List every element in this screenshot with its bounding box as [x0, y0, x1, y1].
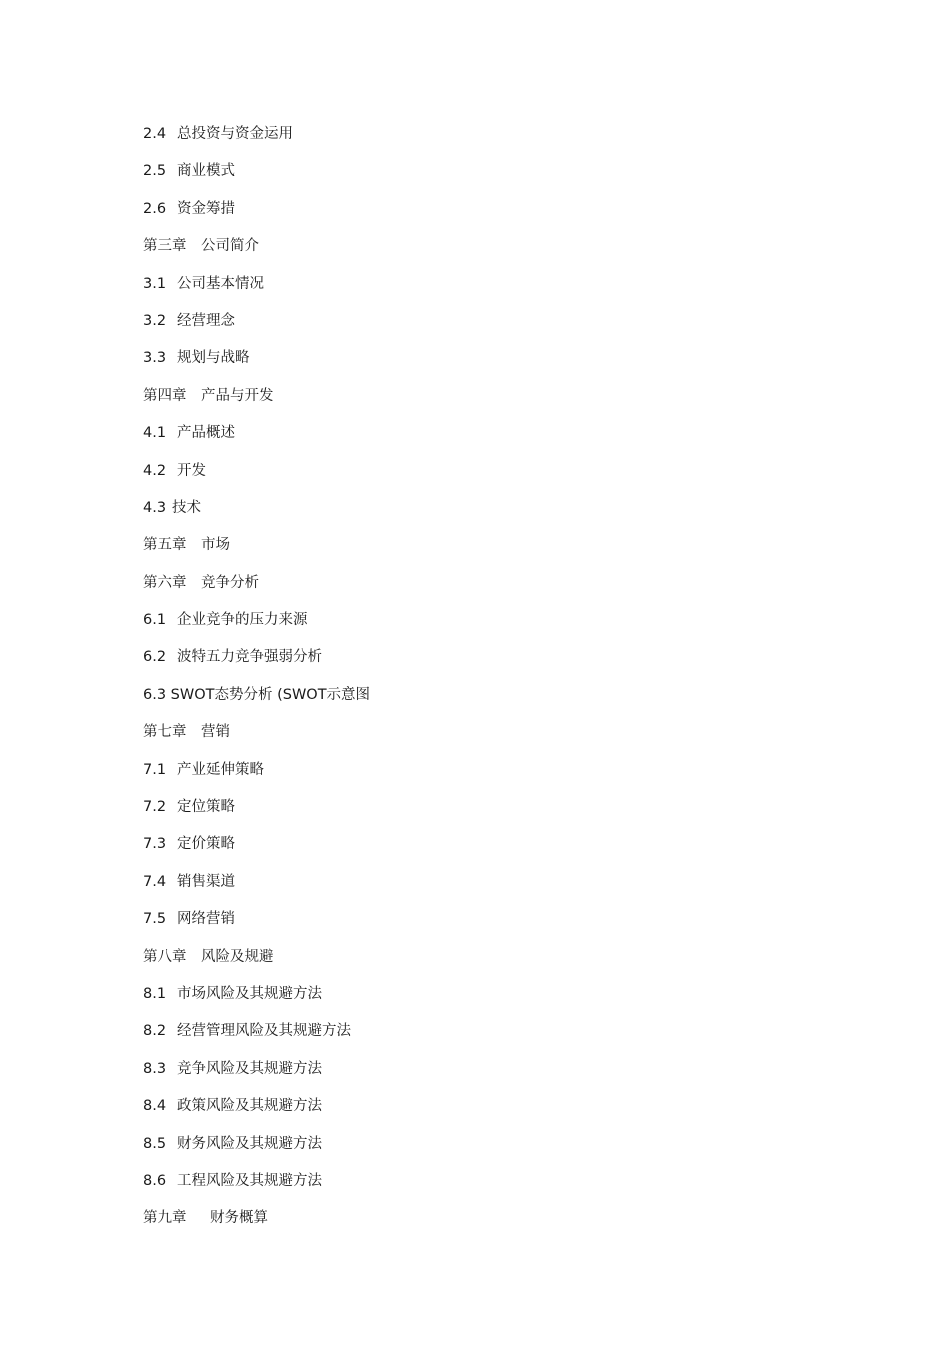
toc-title: 经营理念 — [177, 312, 235, 329]
table-of-contents — [143, 124, 370, 1246]
toc-entry-8-1 — [143, 984, 370, 1021]
toc-entry-8-3 — [143, 1059, 370, 1096]
toc-title: 产业延伸策略 — [177, 761, 264, 778]
toc-number: 6.2 — [143, 649, 167, 666]
toc-title: 经营管理风险及其规避方法 — [177, 1023, 351, 1040]
toc-title: 政策风险及其规避方法 — [177, 1098, 322, 1115]
toc-title: 总投资与资金运用 — [177, 126, 293, 142]
toc-title: 竞争分析 — [201, 574, 259, 591]
toc-entry-7-4 — [143, 872, 370, 909]
toc-chapter-6 — [143, 573, 370, 610]
toc-title: 财务概算 — [210, 1210, 268, 1227]
toc-number: 3.2 — [143, 312, 167, 329]
toc-title: 技术 — [172, 499, 201, 516]
toc-number: 第七章 — [143, 724, 187, 741]
toc-title: 商业模式 — [177, 163, 235, 180]
toc-number: 7.5 — [143, 911, 167, 928]
toc-chapter-8 — [143, 947, 370, 984]
toc-entry-6-1 — [143, 610, 370, 647]
toc-entry-7-3 — [143, 834, 370, 871]
toc-number: 2.5 — [143, 163, 167, 180]
toc-number: 3.1 — [143, 275, 167, 292]
toc-title: 波特五力竞争强弱分析 — [177, 649, 322, 666]
toc-number: 3.3 — [143, 350, 167, 367]
toc-entry-3-2 — [143, 311, 370, 348]
toc-title: 财务风险及其规避方法 — [177, 1135, 322, 1152]
toc-entry-3-1 — [143, 274, 370, 311]
toc-number: 4.3 — [143, 499, 167, 516]
toc-entry-4-1 — [143, 423, 370, 460]
toc-title: 竞争风险及其规避方法 — [177, 1060, 322, 1077]
toc-chapter-5 — [143, 535, 370, 572]
toc-title: 销售渠道 — [177, 873, 235, 890]
toc-entry-8-6 — [143, 1171, 370, 1208]
toc-title: 产品与开发 — [201, 387, 274, 404]
toc-title: 资金筹措 — [177, 200, 235, 217]
toc-number: 7.3 — [143, 836, 167, 853]
toc-chapter-3 — [143, 236, 370, 273]
toc-number: 8.1 — [143, 985, 167, 1002]
toc-entry-6-3 — [143, 685, 370, 722]
toc-entry-4-3 — [143, 498, 370, 535]
toc-entry-4-2 — [143, 461, 370, 498]
toc-title: 市场 — [201, 537, 230, 554]
toc-number: 7.1 — [143, 761, 167, 778]
toc-entry-2-6 — [143, 199, 370, 236]
toc-entry-7-1 — [143, 760, 370, 797]
toc-number: 7.4 — [143, 873, 167, 890]
toc-entry-8-4 — [143, 1096, 370, 1133]
toc-number: 第四章 — [143, 387, 187, 404]
toc-title: 营销 — [201, 724, 230, 741]
toc-chapter-4 — [143, 386, 370, 423]
toc-number: 7.2 — [143, 799, 167, 816]
toc-title: SWOT态势分析 (SWOT示意图 — [170, 686, 371, 703]
toc-title: 公司简介 — [201, 238, 259, 255]
toc-entry-7-5 — [143, 909, 370, 946]
toc-title: 工程风险及其规避方法 — [177, 1172, 322, 1189]
toc-title: 企业竞争的压力来源 — [177, 612, 308, 629]
toc-number: 8.4 — [143, 1098, 167, 1115]
toc-number: 4.1 — [143, 425, 167, 442]
toc-number: 8.6 — [143, 1172, 167, 1189]
toc-entry-8-2 — [143, 1021, 370, 1058]
toc-number: 第五章 — [143, 537, 187, 554]
toc-number: 2.6 — [143, 200, 167, 217]
toc-entry-2-4 — [143, 124, 370, 161]
toc-title: 产品概述 — [177, 425, 235, 442]
toc-entry-3-3 — [143, 348, 370, 385]
toc-number: 8.5 — [143, 1135, 167, 1152]
toc-number: 第三章 — [143, 238, 187, 255]
toc-number: 8.3 — [143, 1060, 167, 1077]
toc-title: 公司基本情况 — [177, 275, 264, 292]
toc-title: 定价策略 — [177, 836, 235, 853]
toc-entry-6-2 — [143, 647, 370, 684]
toc-number: 第九章 — [143, 1210, 187, 1227]
toc-title: 风险及规避 — [201, 948, 274, 965]
toc-title: 网络营销 — [177, 911, 235, 928]
toc-chapter-9 — [143, 1208, 370, 1245]
toc-number: 2.4 — [143, 126, 167, 142]
toc-entry-8-5 — [143, 1134, 370, 1171]
toc-number: 8.2 — [143, 1023, 167, 1040]
toc-title: 规划与战略 — [177, 350, 250, 367]
toc-number: 6.1 — [143, 612, 167, 629]
toc-title: 市场风险及其规避方法 — [177, 985, 322, 1002]
toc-entry-7-2 — [143, 797, 370, 834]
toc-title: 定位策略 — [177, 799, 235, 816]
toc-number: 4.2 — [143, 462, 167, 479]
toc-number: 第六章 — [143, 574, 187, 591]
toc-entry-2-5 — [143, 161, 370, 198]
toc-chapter-7 — [143, 722, 370, 759]
toc-title: 开发 — [177, 462, 206, 479]
toc-number: 第八章 — [143, 948, 187, 965]
toc-number: 6.3 — [143, 686, 167, 703]
